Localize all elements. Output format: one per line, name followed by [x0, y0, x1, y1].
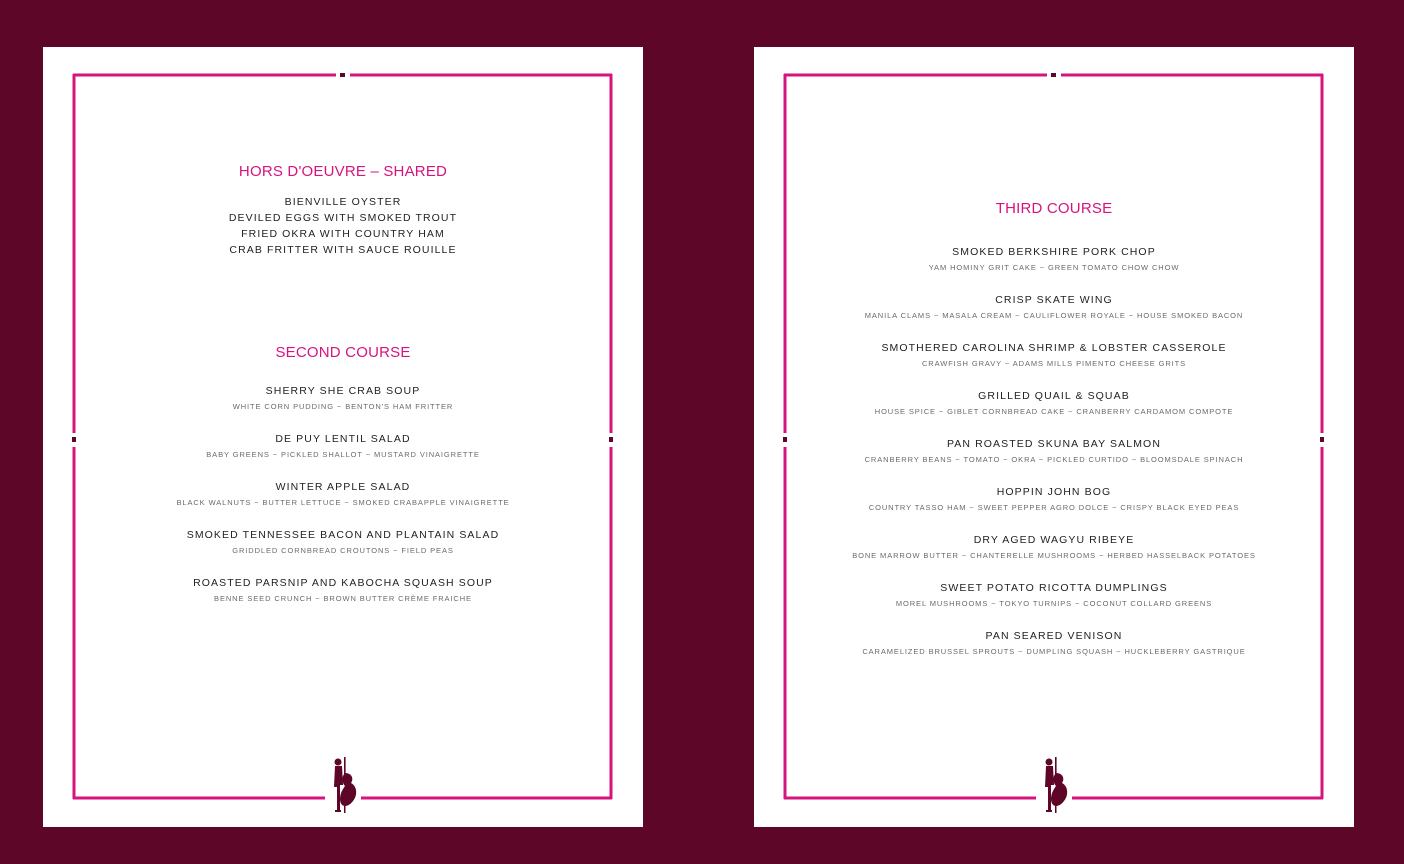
dish-description: WHITE CORN PUDDING ~ BENTON'S HAM FRITTER: [232, 402, 454, 411]
dish: [754, 245, 1354, 274]
dish-name: CRISP SKATE WING: [995, 294, 1113, 306]
dish-description: CARAMELIZED BRUSSEL SPROUTS ~ DUMPLING SQUASH ~ HUCKLEBERRY GASTRIQUE: [862, 647, 1246, 656]
dish: [754, 389, 1354, 418]
dish-name: DRY AGED WAGYU RIBEYE: [973, 534, 1135, 546]
dish-description: BONE MARROW BUTTER ~ CHANTERELLE MUSHROOMS ~ HERBED HASSELBACK POTATOES: [852, 551, 1256, 560]
list-item: FRIED OKRA WITH COUNTRY HAM: [241, 228, 445, 240]
hors-doeuvre-list: [43, 194, 643, 258]
dish-name: DE PUY LENTIL SALAD: [275, 433, 411, 445]
dish-name: SWEET POTATO RICOTTA DUMPLINGS: [940, 582, 1168, 594]
dish: [754, 533, 1354, 562]
section-title: HORS D'OEUVRE – SHARED: [238, 163, 448, 180]
list-item: CRAB FRITTER WITH SAUCE ROUILLE: [229, 244, 457, 256]
dish: [754, 581, 1354, 610]
dish-description: MANILA CLAMS ~ MASALA CREAM ~ CAULIFLOWER ROYALE ~ HOUSE SMOKED BACON: [864, 311, 1244, 320]
dish-name: SMOKED TENNESSEE BACON AND PLANTAIN SALAD: [186, 529, 500, 541]
dish: [43, 432, 643, 461]
dish: [754, 437, 1354, 466]
dish-description: YAM HOMINY GRIT CAKE ~ GREEN TOMATO CHOW CHOW: [928, 263, 1180, 272]
dish: [754, 293, 1354, 322]
menu-page-right: [754, 47, 1354, 827]
dish: [43, 384, 643, 413]
dish-name: PAN SEARED VENISON: [985, 630, 1123, 642]
dish-name: ROASTED PARSNIP AND KABOCHA SQUASH SOUP: [193, 577, 493, 589]
dish-description: HOUSE SPICE ~ GIBLET CORNBREAD CAKE ~ CRANBERRY CARDAMOM COMPOTE: [874, 407, 1234, 416]
dish: [754, 485, 1354, 514]
dish-description: GRIDDLED CORNBREAD CROUTONS ~ FIELD PEAS: [232, 546, 454, 555]
dish-name: HOPPIN JOHN BOG: [996, 486, 1112, 498]
dish-description: MOREL MUSHROOMS ~ TOKYO TURNIPS ~ COCONUT COLLARD GREENS: [895, 599, 1213, 608]
section-title: THIRD COURSE: [995, 200, 1113, 217]
dish: [754, 341, 1354, 370]
section-title: SECOND COURSE: [275, 344, 411, 361]
dish-name: SHERRY SHE CRAB SOUP: [265, 385, 421, 397]
list-item: DEVILED EGGS WITH SMOKED TROUT: [228, 212, 458, 224]
menu-page-left: [43, 47, 643, 827]
dish: [43, 480, 643, 509]
dish-name: WINTER APPLE SALAD: [275, 481, 411, 493]
dish: [754, 629, 1354, 658]
dish: [43, 576, 643, 605]
dish-description: CRAWFISH GRAVY ~ ADAMS MILLS PIMENTO CHEESE GRITS: [921, 359, 1187, 368]
third-course-section: [754, 200, 1354, 217]
dish-description: BLACK WALNUTS ~ BUTTER LETTUCE ~ SMOKED CRABAPPLE VINAIGRETTE: [176, 498, 510, 507]
dish-name: GRILLED QUAIL & SQUAB: [978, 390, 1130, 402]
dish-description: BENNE SEED CRUNCH ~ BROWN BUTTER CRÈME FRAICHE: [214, 594, 472, 603]
dish-description: CRANBERRY BEANS ~ TOMATO ~ OKRA ~ PICKLED CURTIDO ~ BLOOMSDALE SPINACH: [864, 455, 1244, 464]
dish-description: COUNTRY TASSO HAM ~ SWEET PEPPER AGRO DOLCE ~ CRISPY BLACK EYED PEAS: [868, 503, 1240, 512]
dish-name: SMOTHERED CAROLINA SHRIMP & LOBSTER CASSEROLE: [881, 342, 1227, 354]
hors-doeuvre-section: [43, 163, 643, 258]
bassist-icon: [326, 755, 360, 815]
dish: [43, 528, 643, 557]
list-item: BIENVILLE OYSTER: [284, 196, 402, 208]
dish-name: PAN ROASTED SKUNA BAY SALMON: [946, 438, 1162, 450]
bassist-icon: [1037, 755, 1071, 815]
dish-description: BABY GREENS ~ PICKLED SHALLOT ~ MUSTARD VINAIGRETTE: [206, 450, 480, 459]
second-course-section: [43, 344, 643, 361]
dish-name: SMOKED BERKSHIRE PORK CHOP: [952, 246, 1156, 258]
